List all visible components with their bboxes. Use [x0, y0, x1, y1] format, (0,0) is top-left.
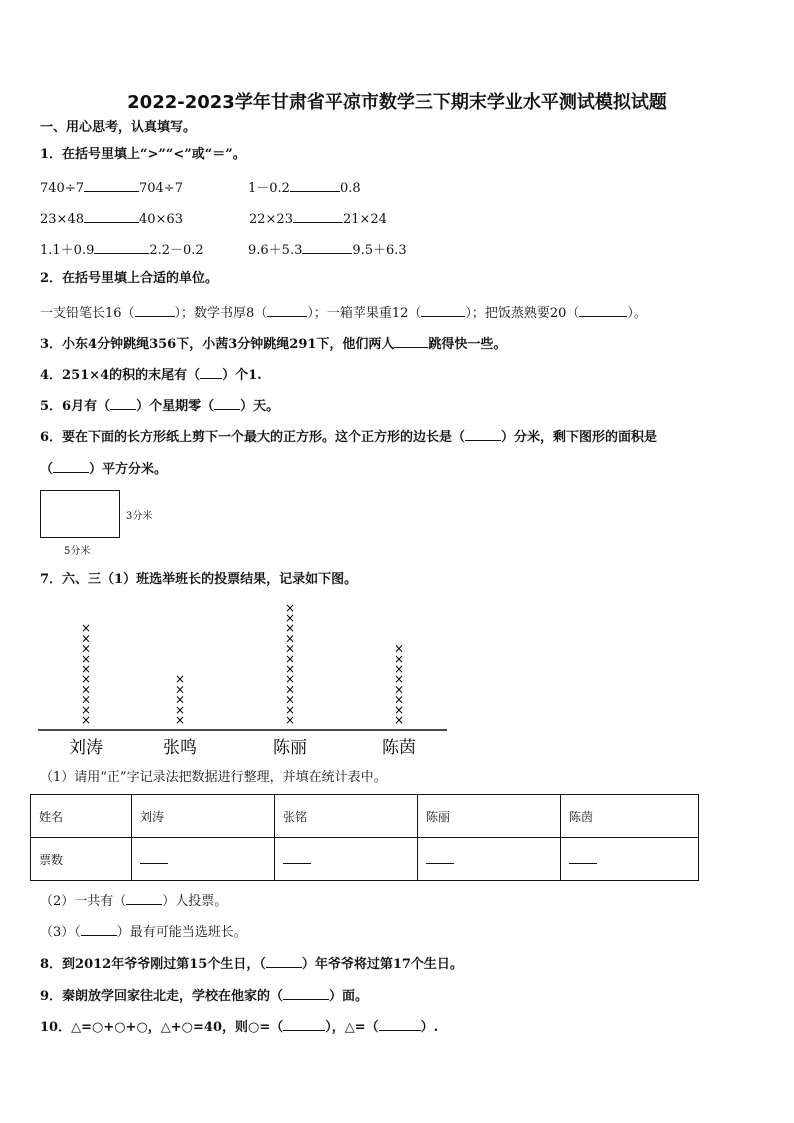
table-cell[interactable] [132, 838, 275, 881]
question-8: 8．到2012年爷爷刚过第15个生日，（ ）年爷爷将过第17个生日。 [40, 954, 463, 973]
answer-blank[interactable] [569, 851, 597, 864]
question-10: 10．△=○+○+○，△+○=40，则○=（ ），△=（ ）. [40, 1017, 438, 1036]
vote-mark: × [284, 713, 296, 727]
vote-mark: × [393, 713, 405, 727]
table-cell: 姓名 [31, 795, 132, 838]
question-7-part-1: （1）请用“正”字记录法把数据进行整理，并填在统计表中。 [40, 770, 387, 785]
vote-mark: × [174, 672, 186, 687]
answer-blank[interactable] [53, 459, 89, 473]
vote-mark: × [393, 692, 405, 707]
vote-mark: × [284, 692, 296, 707]
table-cell: 票数 [31, 838, 132, 881]
vote-mark: × [80, 682, 92, 697]
vote-mark: × [393, 662, 405, 676]
vote-mark: × [284, 662, 296, 676]
answer-blank[interactable] [126, 891, 162, 905]
table-cell[interactable] [418, 838, 561, 881]
vote-mark: × [174, 692, 186, 707]
answer-blank[interactable] [267, 303, 307, 317]
vote-table [30, 794, 699, 881]
table-cell: 陈茵 [561, 795, 699, 838]
section-heading: 一、用心思考，认真填写。 [40, 120, 197, 135]
table-row [31, 838, 699, 881]
vote-mark: × [393, 682, 405, 697]
vote-mark: × [284, 682, 296, 697]
question-3: 3．小东4分钟跳绳356下，小茜3分钟跳绳291下，他们两人 跳得快一些。 [40, 334, 506, 353]
vote-mark: × [80, 641, 92, 656]
answer-blank[interactable] [200, 365, 222, 379]
vote-mark: × [284, 621, 296, 636]
vote-mark: × [174, 702, 186, 717]
vote-mark: × [174, 713, 186, 727]
answer-blank[interactable] [421, 303, 465, 317]
question-1: 1．在括号里填上“>”“<”或“＝”。 [40, 147, 246, 162]
category-label: 陈丽 [273, 738, 307, 758]
q1-row-1-left: 740÷7 704÷7 [40, 178, 183, 197]
answer-blank[interactable] [283, 1017, 325, 1031]
answer-blank[interactable] [110, 396, 136, 410]
question-9: 9．秦朗放学回家往北走，学校在他家的（ ）面。 [40, 986, 368, 1005]
question-6: 6．要在下面的长方形纸上剪下一个最大的正方形。这个正方形的边长是（ ）分米，剩下图形的面积是 [40, 427, 657, 446]
answer-blank[interactable] [293, 209, 343, 223]
vote-mark: × [80, 672, 92, 687]
vote-mark: × [393, 651, 405, 666]
page-title: 2022-2023学年甘肃省平凉市数学三下期末学业水平测试模拟试题 [127, 92, 667, 113]
answer-blank[interactable] [579, 303, 627, 317]
table-row [31, 795, 699, 838]
vote-mark: × [284, 651, 296, 666]
category-label: 陈茵 [382, 738, 416, 758]
vote-mark: × [284, 702, 296, 717]
vote-mark: × [80, 692, 92, 707]
vote-mark: × [284, 672, 296, 687]
vote-mark: × [174, 682, 186, 697]
q1-row-2-left: 23×48 40×63 [40, 209, 183, 228]
q1-row-3-right: 9.6＋5.3 9.5＋6.3 [248, 240, 407, 259]
answer-blank[interactable] [81, 922, 117, 936]
question-6-cont: （ ）平方分米。 [40, 459, 167, 478]
vote-chart [30, 596, 460, 762]
answer-blank[interactable] [379, 1017, 421, 1031]
height-label: 3分米 [126, 511, 153, 522]
vote-mark: × [393, 641, 405, 656]
question-7: 7．六、三（1）班选举班长的投票结果，记录如下图。 [40, 572, 358, 587]
answer-blank[interactable] [94, 240, 149, 254]
table-cell: 刘涛 [132, 795, 275, 838]
category-label: 刘涛 [69, 738, 103, 758]
question-4: 4．251×4的积的末尾有（ ）个1. [40, 365, 262, 384]
vote-mark: × [80, 702, 92, 717]
table-cell: 张铭 [275, 795, 418, 838]
vote-mark: × [393, 672, 405, 687]
q1-row-1-right: 1－0.2 0.8 [248, 178, 361, 197]
question-2: 2．在括号里填上合适的单位。 [40, 271, 219, 286]
vote-mark: × [80, 662, 92, 676]
answer-blank[interactable] [290, 178, 340, 192]
vote-mark: × [80, 621, 92, 636]
answer-blank[interactable] [214, 396, 240, 410]
question-7-part-3: （3）（ ）最有可能当选班长。 [40, 922, 247, 941]
vote-mark: × [284, 611, 296, 625]
answer-blank[interactable] [394, 334, 428, 348]
q1-row-2-right: 22×23 21×24 [249, 209, 387, 228]
q2-line: 一支铅笔长16（ ）；数学书厚8（ ）；一箱苹果重12（ ）；把饭蒸熟要20（ ）。 [40, 303, 647, 322]
answer-blank[interactable] [283, 986, 329, 1000]
answer-blank[interactable] [302, 240, 352, 254]
vote-mark: × [80, 651, 92, 666]
category-label: 张鸣 [163, 738, 197, 758]
question-5: 5．6月有（ ）个星期零（ ）天。 [40, 396, 279, 415]
answer-blank[interactable] [426, 851, 454, 864]
q1-row-3-left: 1.1＋0.9 2.2－0.2 [40, 240, 204, 259]
rectangle-figure [40, 490, 120, 538]
answer-blank[interactable] [465, 427, 501, 441]
chart-marks [81, 601, 404, 727]
table-cell[interactable] [561, 838, 699, 881]
vote-mark: × [80, 713, 92, 727]
answer-blank[interactable] [140, 851, 168, 864]
answer-blank[interactable] [84, 178, 139, 192]
question-7-part-2: （2）一共有（ ）人投票。 [40, 891, 227, 910]
vote-mark: × [80, 631, 92, 646]
answer-blank[interactable] [84, 209, 139, 223]
answer-blank[interactable] [283, 851, 311, 864]
vote-mark: × [284, 631, 296, 646]
answer-blank[interactable] [266, 954, 302, 968]
width-label: 5分米 [64, 546, 91, 557]
table-cell[interactable] [275, 838, 418, 881]
vote-mark: × [393, 702, 405, 717]
table-cell: 陈丽 [418, 795, 561, 838]
answer-blank[interactable] [135, 303, 175, 317]
vote-mark: × [284, 641, 296, 656]
vote-mark: × [284, 600, 296, 615]
